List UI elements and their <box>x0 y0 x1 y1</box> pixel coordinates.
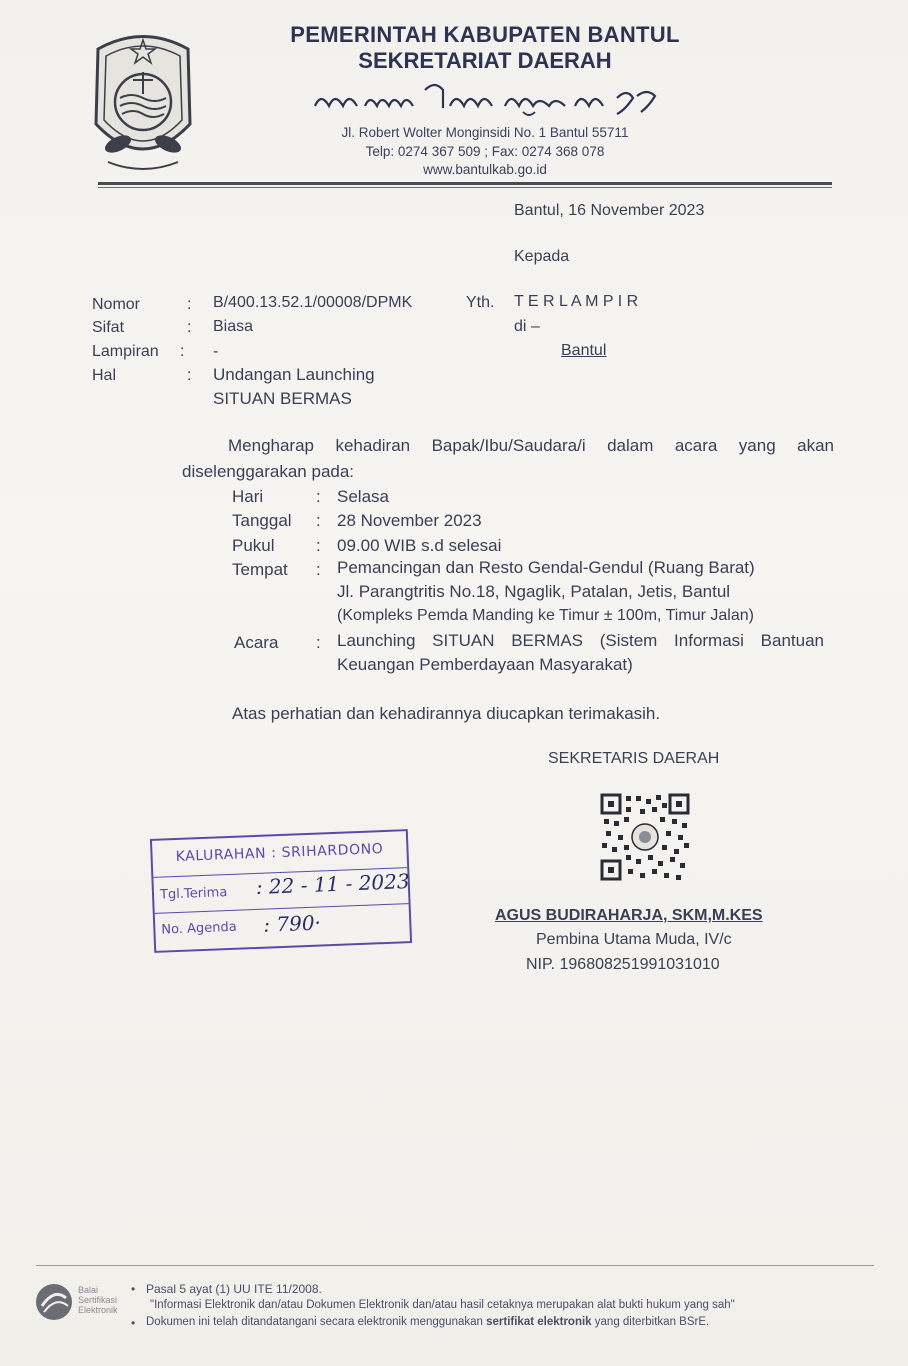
footer-divider <box>36 1265 874 1266</box>
header-secretariat: SEKRETARIAT DAERAH <box>358 48 612 73</box>
place-date: Bantul, 16 November 2023 <box>514 202 705 219</box>
event-agenda: Launching SITUAN BERMAS (Sistem Informasi Bantuan <box>337 631 824 650</box>
letter-nature: Biasa <box>213 318 254 335</box>
letter-subject: Undangan Launching <box>213 365 375 384</box>
meta-label-nomor: Nomor <box>92 296 141 313</box>
event-day: Selasa <box>337 487 389 506</box>
footer-esign-note <box>146 1316 709 1328</box>
event-time: 09.00 WIB s.d selesai <box>337 536 502 555</box>
meta-sep: : <box>187 367 192 384</box>
header-divider-thin <box>98 187 832 188</box>
signer-nip: NIP. 196808251991031010 <box>526 956 720 973</box>
footer-bullet-1: • <box>131 1282 136 1296</box>
recipient-location: Bantul <box>561 342 607 359</box>
header-government: PEMERINTAH KABUPATEN BANTUL <box>290 22 680 47</box>
event-venue-address: Jl. Parangtritis No.18, Ngaglik, Patalan, Jetis, Bantul <box>337 582 731 601</box>
meta-sep: : <box>187 296 192 313</box>
detail-label-tanggal: Tanggal <box>232 511 292 530</box>
detail-sep: : <box>316 511 321 530</box>
meta-sep: : <box>180 343 185 360</box>
recipient-di: di – <box>514 318 540 335</box>
signature-qr-code-icon <box>600 793 690 881</box>
detail-label-acara: Acara <box>234 633 279 652</box>
yth-label: Yth. <box>466 294 495 311</box>
signer-rank: Pembina Utama Muda, IV/c <box>536 931 732 948</box>
event-agenda-line2: Keuangan Pemberdayaan Masyarakat) <box>337 655 633 674</box>
footer-esign-text-c: yang diterbitkan BSrE. <box>591 1316 710 1328</box>
letter-attachment: - <box>213 343 219 360</box>
detail-label-pukul: Pukul <box>232 536 275 555</box>
javanese-script-heading <box>275 76 695 120</box>
letter-subject-line2: SITUAN BERMAS <box>213 389 352 408</box>
detail-label-hari: Hari <box>232 487 264 506</box>
meta-sep: : <box>187 319 192 336</box>
detail-sep: : <box>316 560 321 579</box>
header-divider-thick <box>98 182 832 185</box>
event-venue: Pemancingan dan Resto Gendal-Gendul (Ruang Barat) <box>337 558 755 577</box>
footer-law-quote: "Informasi Elektronik dan/atau Dokumen Elektronik dan/atau hasil cetaknya merupakan alat bukti hukum yang sah" <box>150 1299 735 1311</box>
stamp-received-label: Tgl.Terima <box>159 885 228 903</box>
header-website: www.bantulkab.go.id <box>423 162 547 177</box>
invitation-intro: Mengharap kehadiran Bapak/Ibu/Saudara/i dalam acara yang akan <box>228 436 834 455</box>
recipient-heading: Kepada <box>514 248 570 265</box>
detail-sep: : <box>316 536 321 555</box>
stamp-title: KALURAHAN : SRIHARDONO <box>175 841 384 866</box>
event-venue-direction: (Kompleks Pemda Manding ke Timur ± 100m, Timur Jalan) <box>337 607 754 624</box>
header-phone: Telp: 0274 367 509 ; Fax: 0274 368 078 <box>365 144 605 159</box>
meta-label-sifat: Sifat <box>92 319 125 336</box>
footer-law-reference: Pasal 5 ayat (1) UU ITE 11/2008. <box>146 1282 322 1296</box>
meta-label-hal: Hal <box>92 367 117 384</box>
event-date: 28 November 2023 <box>337 511 482 530</box>
detail-label-tempat: Tempat <box>232 560 288 579</box>
stamp-agenda-number: : 790· <box>262 910 322 937</box>
detail-sep: : <box>316 487 321 506</box>
signer-name: AGUS BUDIRAHARJA, SKM,M.KES <box>495 907 763 924</box>
signer-title: SEKRETARIS DAERAH <box>548 750 720 767</box>
header-address: Jl. Robert Wolter Monginsidi No. 1 Bantul 55711 <box>341 125 629 140</box>
letter-number: B/400.13.52.1/00008/DPMK <box>213 294 413 311</box>
detail-sep: : <box>316 633 321 652</box>
stamp-agenda-label: No. Agenda <box>161 919 237 938</box>
bantul-regency-emblem-icon <box>78 14 208 184</box>
footer-esign-text-a: Dokumen ini telah ditandatangani secara elektronik menggunakan <box>146 1316 487 1328</box>
meta-label-lampiran: Lampiran <box>92 343 159 360</box>
bsre-logo-icon <box>34 1282 74 1322</box>
footer-bullet-2: • <box>131 1316 136 1330</box>
closing-sentence: Atas perhatian dan kehadirannya diucapkan terimakasih. <box>232 704 661 723</box>
receipt-stamp <box>150 829 412 953</box>
bsre-logo-label: Balai Sertifikasi Elektronik <box>78 1285 118 1315</box>
footer-esign-text-bold: sertifikat elektronik <box>486 1316 592 1328</box>
stamp-received-date: : 22 - 11 - 2023 <box>255 869 411 899</box>
invitation-intro-line2: diselenggarakan pada: <box>182 462 355 481</box>
recipient-name: T E R L A M P I R <box>514 293 639 310</box>
